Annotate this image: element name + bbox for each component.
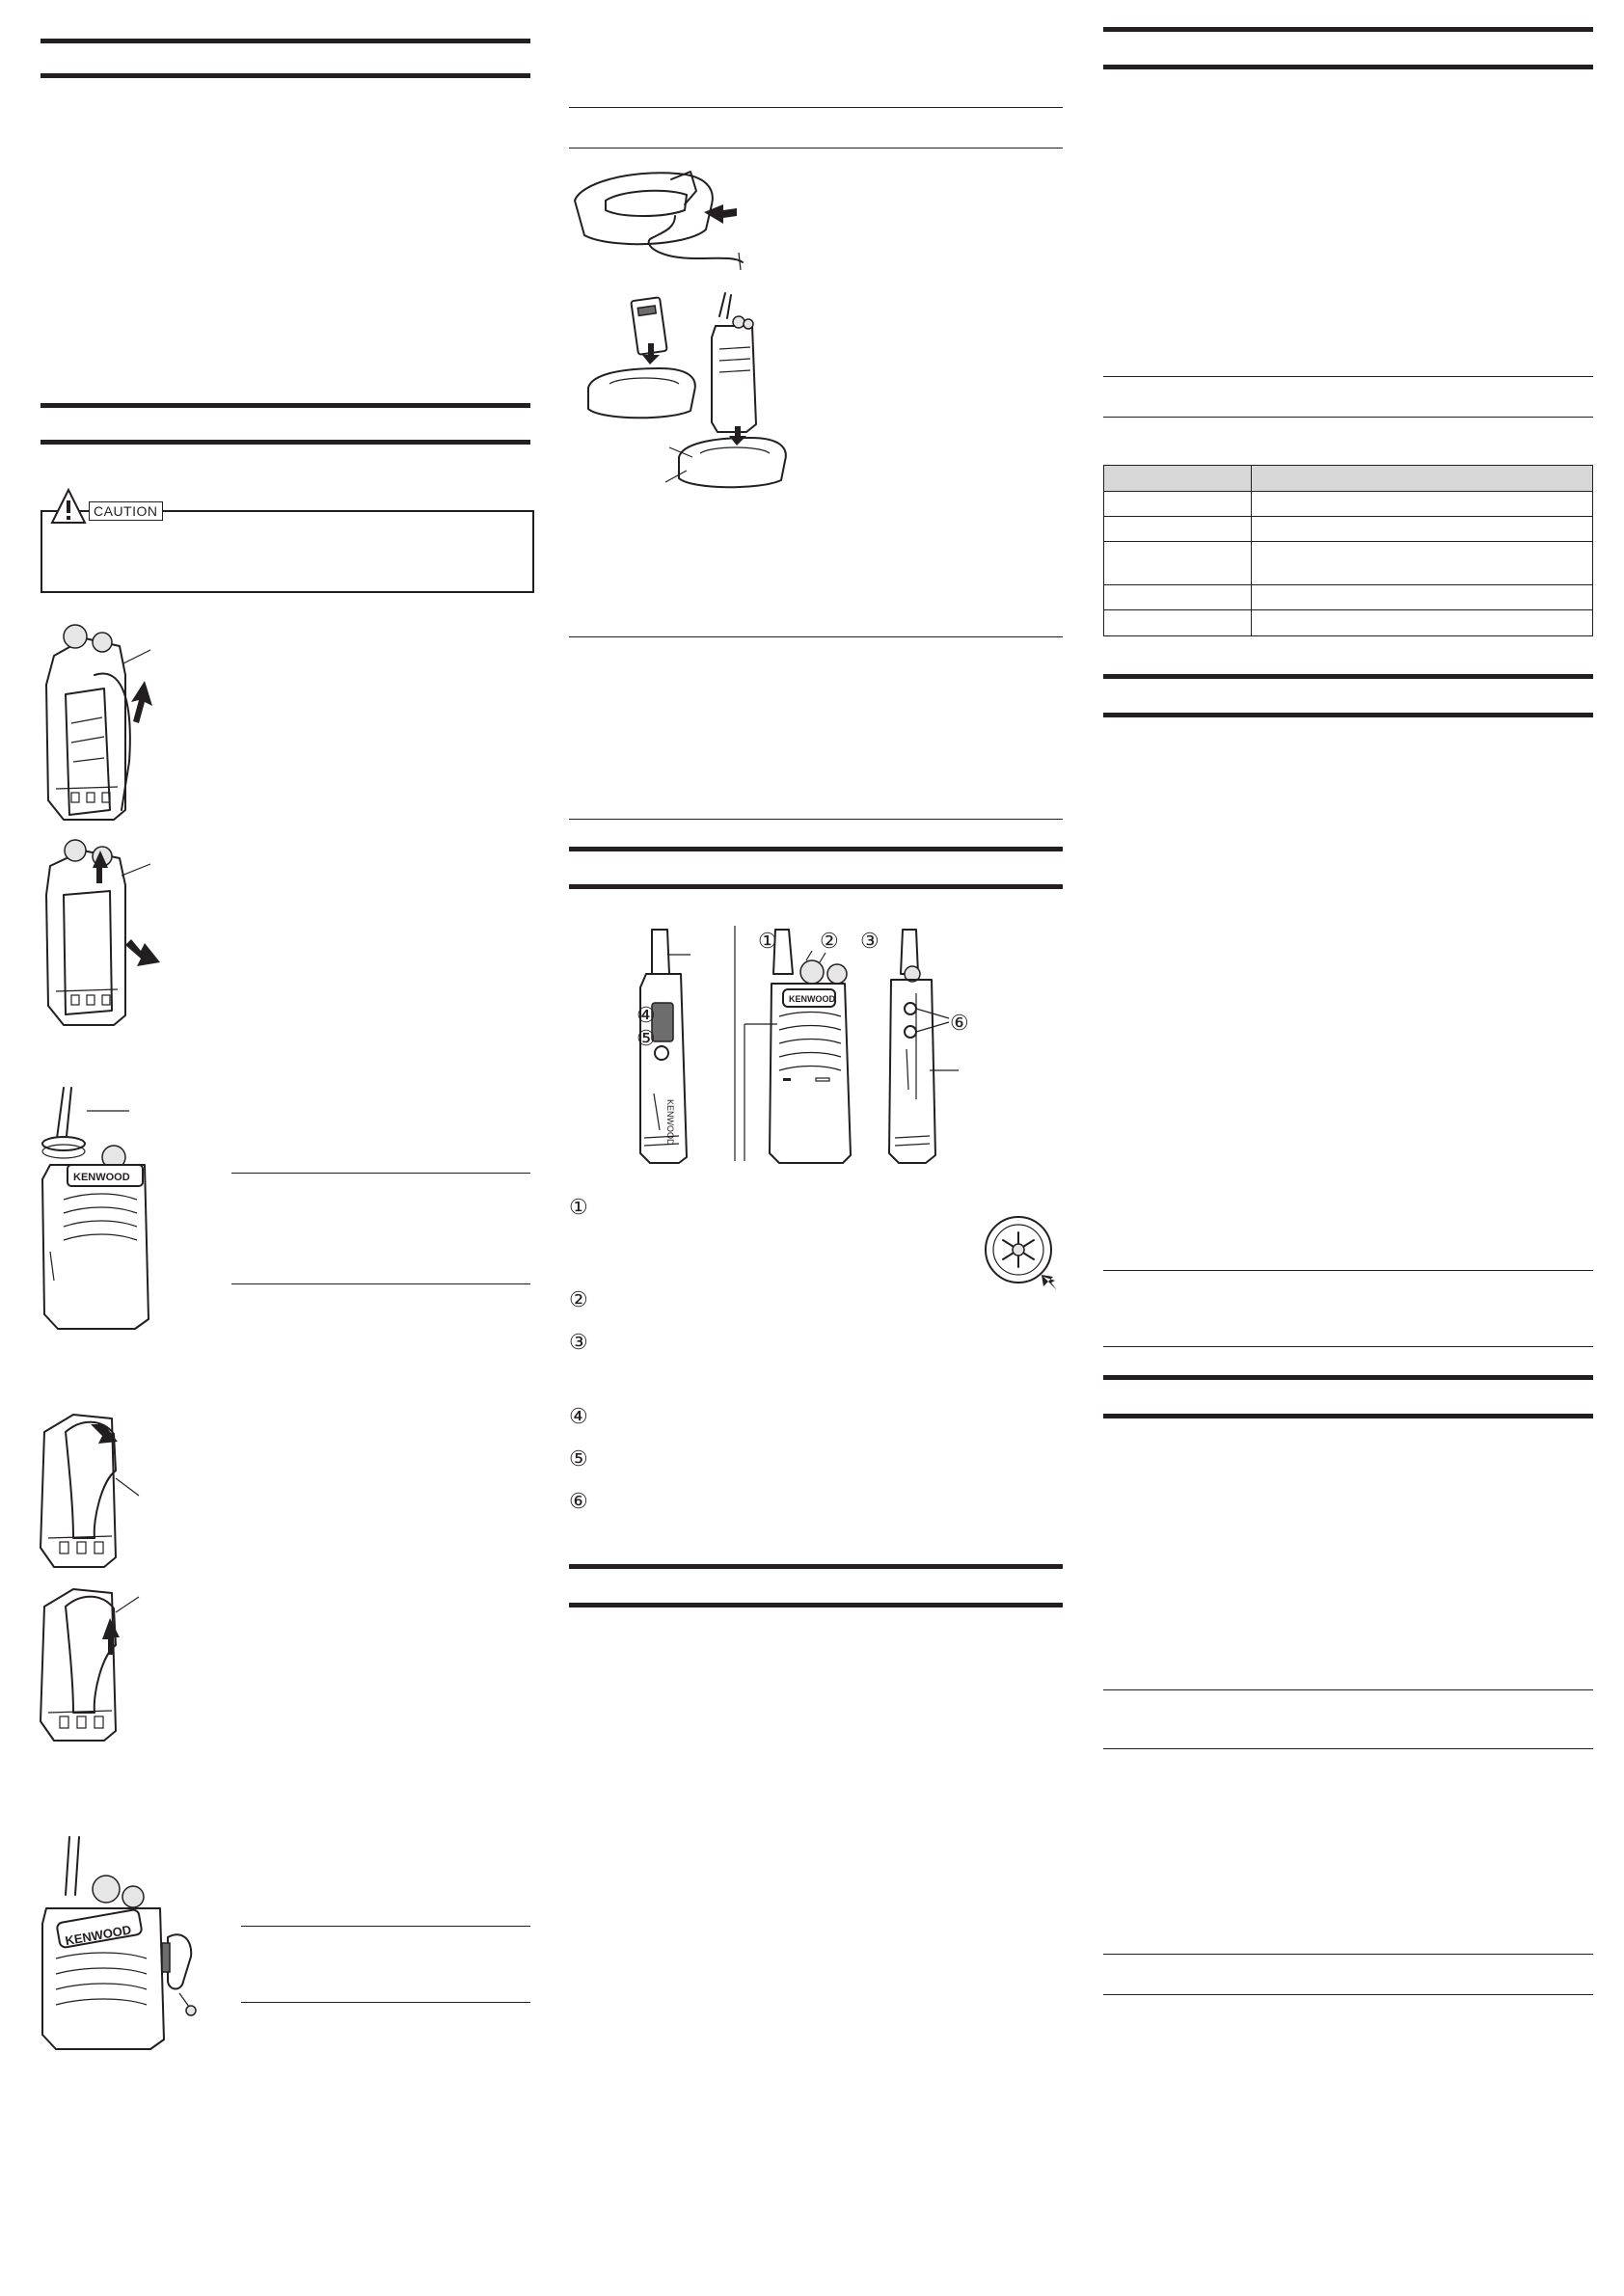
list-callout-4: ④ — [569, 1404, 588, 1428]
section-rule — [41, 403, 530, 408]
list-callout-1: ① — [569, 1195, 588, 1219]
section-rule — [41, 440, 530, 445]
svg-text:KENWOOD: KENWOOD — [665, 1099, 675, 1146]
charging-illustration — [582, 291, 814, 503]
callout-1: ① — [758, 929, 777, 953]
caution-box — [41, 510, 534, 593]
radio-controls-diagram — [627, 926, 984, 1167]
note-rule — [241, 2002, 530, 2003]
section-rule — [1103, 1414, 1593, 1418]
callout-3: ③ — [860, 929, 880, 953]
warning-icon — [50, 488, 87, 527]
callout-2: ② — [820, 929, 839, 953]
table-row — [1104, 542, 1593, 585]
charger-illustration — [571, 162, 744, 278]
callout-5: ⑤ — [636, 1026, 656, 1050]
note-rule — [1103, 1748, 1593, 1749]
note-rule — [569, 107, 1063, 108]
list-callout-2: ② — [569, 1287, 588, 1311]
brand-logo: KENWOOD — [73, 1172, 130, 1183]
section-rule — [569, 847, 1063, 851]
list-callout-6: ⑥ — [569, 1489, 588, 1513]
section-rule — [569, 1603, 1063, 1607]
section-rule — [569, 884, 1063, 889]
note-rule — [1103, 1954, 1593, 1955]
table-row — [1104, 610, 1593, 636]
section-rule — [1103, 674, 1593, 679]
note-rule — [241, 1926, 530, 1927]
belt-clip-attach-illustration — [35, 1403, 150, 1572]
jack-cover-illustration — [37, 1837, 210, 2049]
list-callout-5: ⑤ — [569, 1446, 588, 1471]
list-callout-3: ③ — [569, 1330, 588, 1354]
svg-text:KENWOOD: KENWOOD — [789, 994, 835, 1004]
table-row — [1104, 585, 1593, 610]
antenna-install-illustration — [29, 1088, 174, 1329]
section-rule — [1103, 65, 1593, 69]
battery-attach-illustration — [37, 837, 172, 1030]
battery-release-illustration — [37, 617, 172, 824]
table-header-row — [1104, 466, 1593, 492]
callout-6: ⑥ — [950, 1011, 969, 1035]
table-row — [1104, 492, 1593, 517]
section-rule — [1103, 1375, 1593, 1380]
svg-text:KENWOOD: KENWOOD — [64, 1922, 133, 1949]
note-rule — [1103, 417, 1593, 418]
note-rule — [231, 1173, 530, 1174]
belt-clip-remove-illustration — [35, 1581, 150, 1745]
spec-table — [1103, 465, 1593, 636]
note-rule — [1103, 1994, 1593, 1995]
section-rule — [41, 39, 530, 43]
section-rule — [1103, 27, 1593, 32]
note-rule — [1103, 1689, 1593, 1690]
note-rule — [1103, 1346, 1593, 1347]
section-rule — [41, 73, 530, 78]
note-rule — [569, 819, 1063, 820]
callout-4: ④ — [636, 1003, 656, 1027]
channel-knob-dial — [980, 1213, 1059, 1292]
note-rule — [569, 636, 1063, 637]
caution-label: CAUTION — [89, 501, 163, 521]
note-rule — [1103, 1270, 1593, 1271]
note-rule — [231, 1283, 530, 1284]
note-rule — [1103, 376, 1593, 377]
table-row — [1104, 517, 1593, 542]
section-rule — [569, 1564, 1063, 1569]
section-rule — [1103, 713, 1593, 717]
note-rule — [569, 148, 1063, 149]
